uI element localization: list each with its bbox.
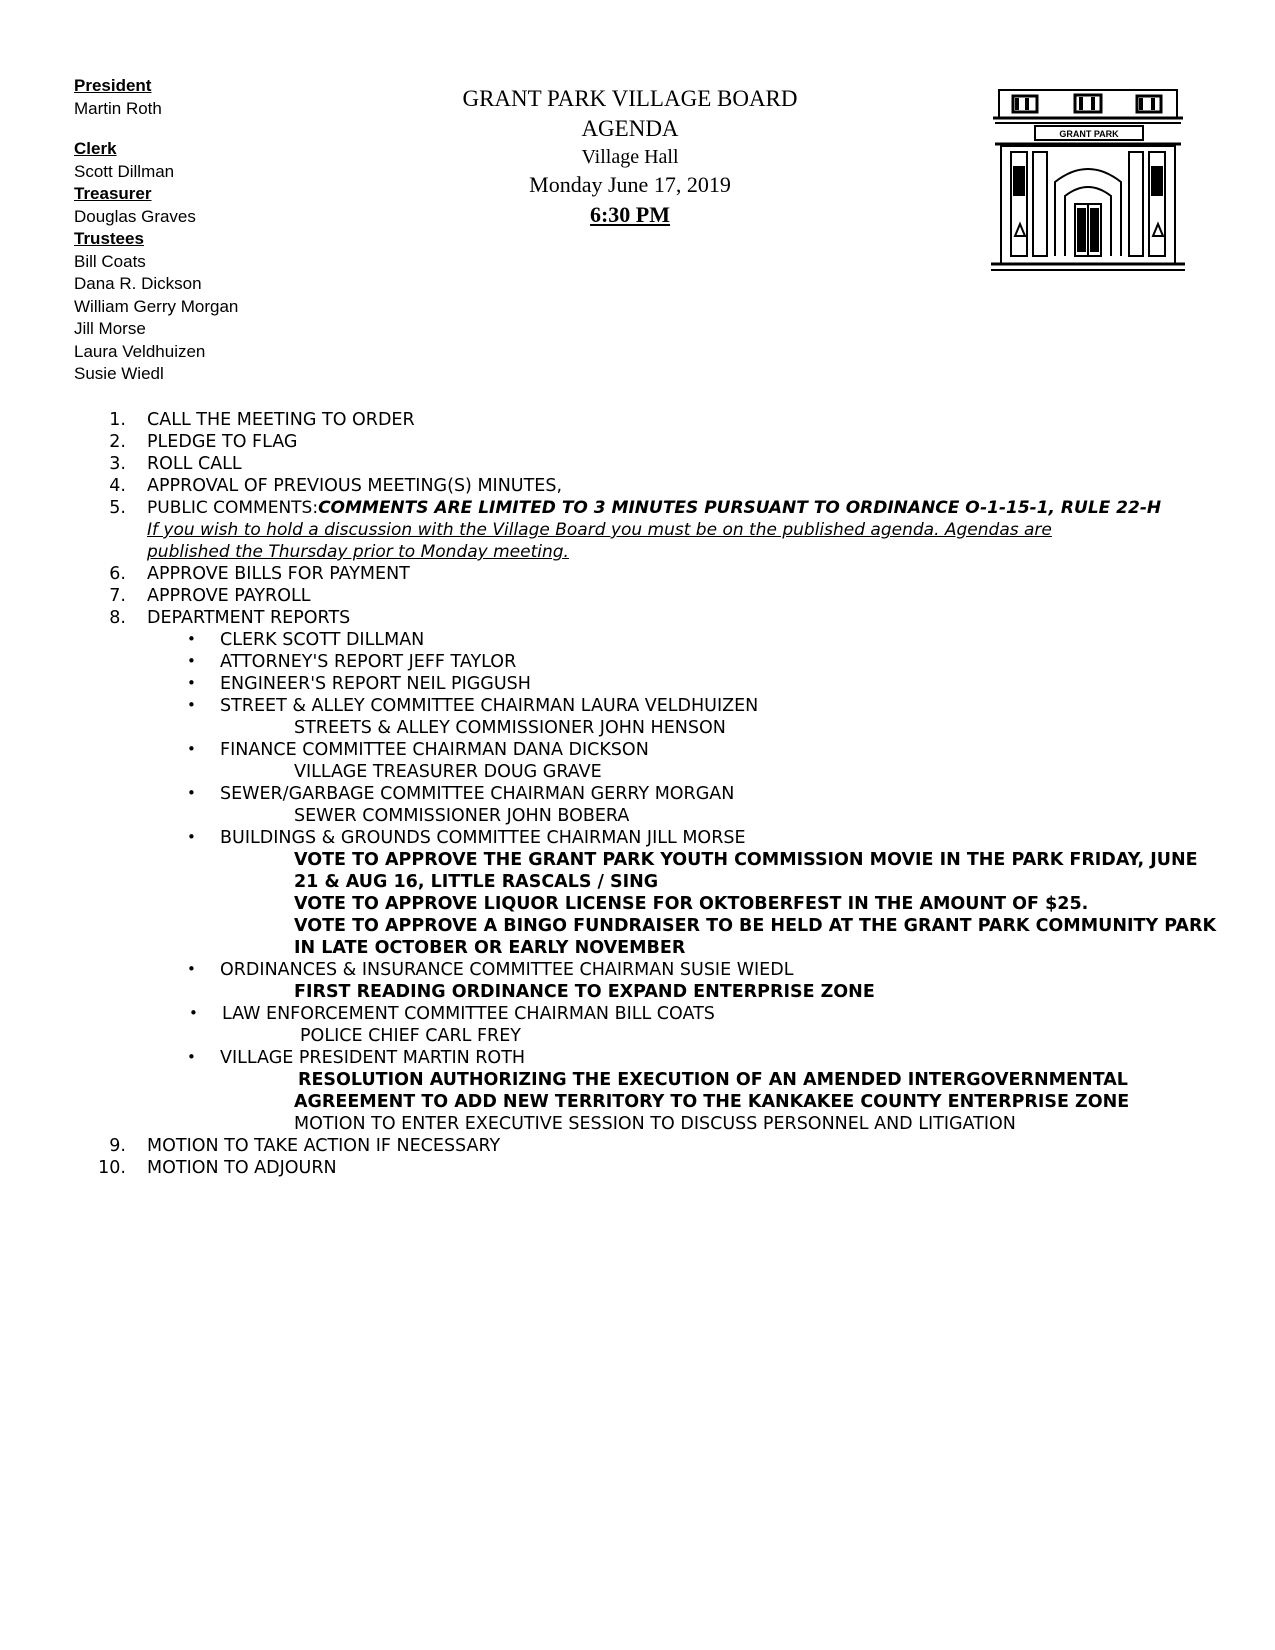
public-comments-note-line-2: published the Thursday prior to Monday meeting. (147, 542, 569, 562)
board-title: GRANT PARK VILLAGE BOARD (462, 86, 798, 111)
trustee-name: Dana R. Dickson (74, 274, 202, 293)
report-clerk: CLERK SCOTT DILLMAN (220, 630, 425, 650)
trustee-name: Bill Coats (74, 251, 146, 271)
president-resolution-line-2: AGREEMENT TO ADD NEW TERRITORY TO THE KANKAKEE COUNTY ENTERPRISE ZONE (294, 1092, 1130, 1112)
village-hall-logo (985, 86, 1190, 276)
report-engineer: ENGINEER'S REPORT NEIL PIGGUSH (220, 674, 531, 694)
meeting-location: Village Hall (581, 146, 679, 168)
agenda-item-number: 8. (109, 608, 126, 628)
report-street-alley-sub: STREETS & ALLEY COMMISSIONER JOHN HENSON (294, 718, 726, 738)
trustee-name: Laura Veldhuizen (74, 341, 206, 361)
agenda-item-text: MOTION TO ADJOURN (147, 1158, 337, 1178)
agenda-item-number: 10. (98, 1158, 126, 1178)
bullet-icon: • (187, 674, 196, 692)
agenda-item-number: 7. (109, 586, 126, 606)
buildings-vote-movie-line-1: VOTE TO APPROVE THE GRANT PARK YOUTH COMMISSION MOVIE IN THE PARK FRIDAY, JUNE (294, 850, 1198, 870)
agenda-item-text: CALL THE MEETING TO ORDER (147, 410, 415, 430)
trustee-name: William Gerry Morgan (74, 296, 239, 316)
bullet-icon: • (187, 630, 196, 648)
agenda-item-text: MOTION TO TAKE ACTION IF NECESSARY (147, 1136, 501, 1156)
ordinances-first-reading: FIRST READING ORDINANCE TO EXPAND ENTERPRISE ZONE (294, 982, 875, 1002)
officers-list (74, 75, 374, 386)
president-resolution-line-1: RESOLUTION AUTHORIZING THE EXECUTION OF AN AMENDED INTERGOVERNMENTAL (298, 1070, 1128, 1090)
treasurer-label: Treasurer (74, 184, 152, 203)
report-attorney: ATTORNEY'S REPORT JEFF TAYLOR (220, 652, 517, 672)
agenda-item-number: 4. (109, 476, 126, 496)
agenda-item-public-comments (147, 498, 1161, 518)
trustee-name: Jill Morse (74, 319, 146, 338)
buildings-vote-bingo-line-1: VOTE TO APPROVE A BINGO FUNDRAISER TO BE HELD AT THE GRANT PARK COMMUNITY PARK (294, 916, 1217, 936)
agenda-item-number: 2. (109, 432, 126, 452)
trustees-label: Trustees (74, 229, 144, 248)
hall-sign-text: GRANT PARK (1059, 129, 1119, 139)
agenda-item-number: 1. (109, 410, 126, 430)
agenda-item-number: 6. (109, 564, 126, 584)
bullet-icon: • (189, 1004, 198, 1022)
agenda-item-number: 5. (109, 498, 126, 518)
president-executive-session: MOTION TO ENTER EXECUTIVE SESSION TO DISCUSS PERSONNEL AND LITIGATION (294, 1114, 1016, 1134)
meeting-date: Monday June 17, 2019 (529, 172, 731, 197)
president-name: Martin Roth (74, 98, 162, 118)
report-sewer-sub: SEWER COMMISSIONER JOHN BOBERA (294, 806, 630, 826)
report-buildings: BUILDINGS & GROUNDS COMMITTEE CHAIRMAN JILL MORSE (220, 828, 746, 848)
agenda-item-number: 9. (109, 1136, 126, 1156)
report-village-president: VILLAGE PRESIDENT MARTIN ROTH (220, 1048, 526, 1068)
bullet-icon: • (187, 652, 196, 670)
trustee-name: Susie Wiedl (74, 364, 164, 383)
agenda-title: AGENDA (581, 116, 679, 141)
bullet-icon: • (187, 1048, 196, 1066)
treasurer-name: Douglas Graves (74, 206, 196, 226)
agenda-item-text: DEPARTMENT REPORTS (147, 608, 351, 628)
clerk-label: Clerk (74, 139, 117, 158)
meeting-time: 6:30 PM (589, 202, 671, 227)
agenda-item-text: PUBLIC COMMENTS: (147, 498, 319, 518)
bullet-icon: • (187, 696, 196, 714)
buildings-vote-movie-line-2: 21 & AUG 16, LITTLE RASCALS / SING (294, 872, 659, 892)
buildings-vote-liquor: VOTE TO APPROVE LIQUOR LICENSE FOR OKTOBERFEST IN THE AMOUNT OF $25. (294, 894, 1089, 914)
bullet-icon: • (187, 740, 196, 758)
report-finance-sub: VILLAGE TREASURER DOUG GRAVE (294, 762, 602, 782)
bullet-icon: • (187, 828, 196, 846)
report-law-enforcement-sub: POLICE CHIEF CARL FREY (300, 1026, 521, 1046)
document-header (330, 84, 930, 230)
agenda-item-text: ROLL CALL (147, 454, 242, 474)
agenda-item-text: APPROVAL OF PREVIOUS MEETING(S) MINUTES, (147, 476, 563, 496)
bullet-icon: • (187, 960, 196, 978)
clerk-name: Scott Dillman (74, 161, 175, 181)
president-label: President (74, 76, 152, 95)
agenda-item-number: 3. (109, 454, 126, 474)
report-ordinances: ORDINANCES & INSURANCE COMMITTEE CHAIRMAN SUSIE WIEDL (220, 960, 794, 980)
agenda-item-text: APPROVE BILLS FOR PAYMENT (147, 564, 410, 584)
report-sewer: SEWER/GARBAGE COMMITTEE CHAIRMAN GERRY MORGAN (220, 784, 735, 804)
buildings-vote-bingo-line-2: IN LATE OCTOBER OR EARLY NOVEMBER (294, 938, 686, 958)
agenda-item-text: APPROVE PAYROLL (147, 586, 311, 606)
bullet-icon: • (187, 784, 196, 802)
report-law-enforcement: LAW ENFORCEMENT COMMITTEE CHAIRMAN BILL COATS (222, 1004, 715, 1024)
report-street-alley: STREET & ALLEY COMMITTEE CHAIRMAN LAURA VELDHUIZEN (220, 696, 759, 716)
public-comments-note-line-1: If you wish to hold a discussion with the Village Board you must be on the published agenda. Agendas are (147, 520, 1052, 540)
agenda-item-text: PLEDGE TO FLAG (147, 432, 298, 452)
report-finance: FINANCE COMMITTEE CHAIRMAN DANA DICKSON (220, 740, 649, 760)
public-comments-rule: COMMENTS ARE LIMITED TO 3 MINUTES PURSUANT TO ORDINANCE O-1-15-1, RULE 22-H (318, 498, 1162, 518)
